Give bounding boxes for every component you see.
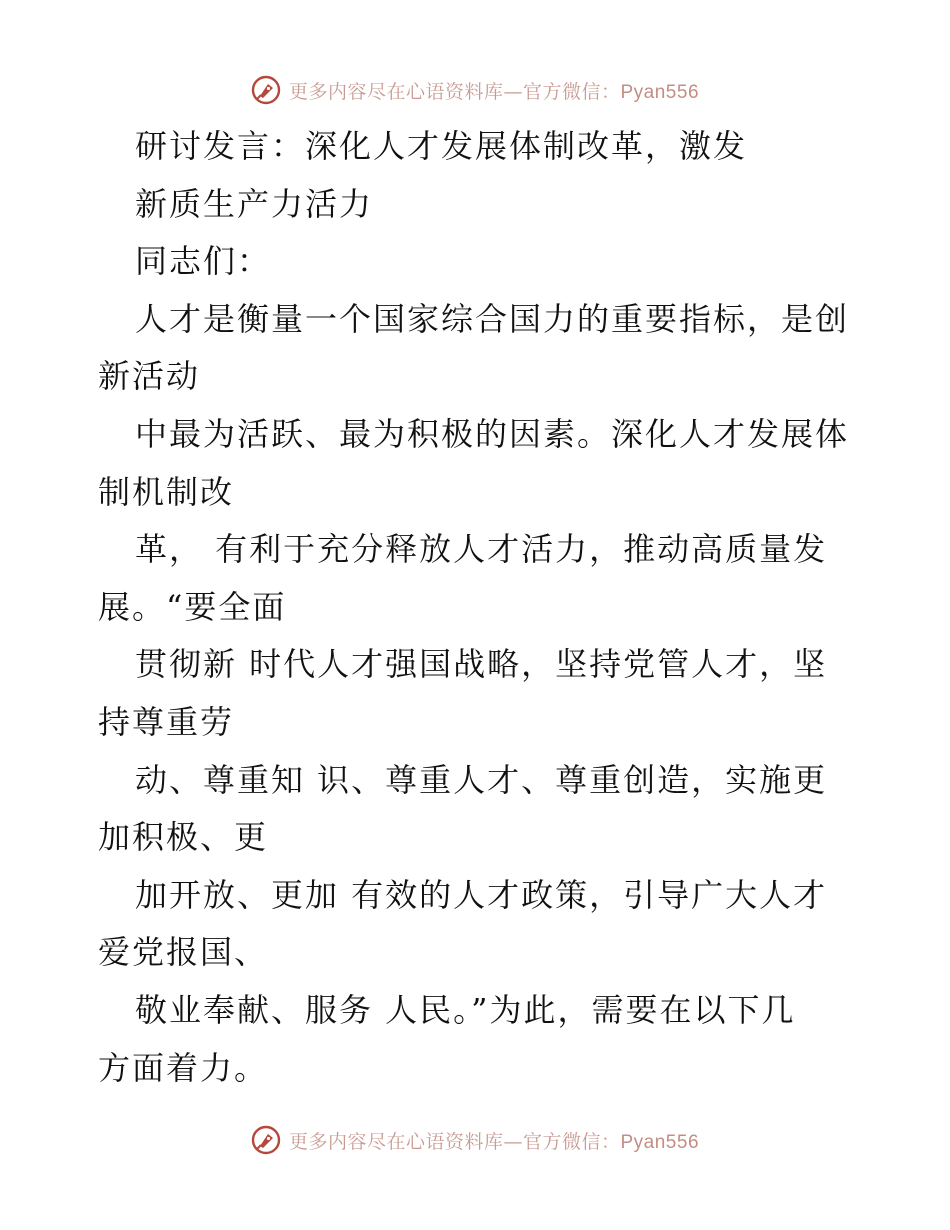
watermark-text — [289, 77, 699, 104]
text-line: 方面着力。 — [98, 1048, 269, 1087]
text-line: 敬业奉献、服务 人民。”为此，需要在以下几 — [135, 990, 796, 1029]
text-line: 新质生产力活力 — [135, 184, 374, 223]
text-line: 展。“要全面 — [98, 587, 287, 626]
text-line: 人才是衡量一个国家综合国力的重要指标，是创 — [135, 299, 850, 338]
watermark-label: 更多内容尽在心语资料库—官方微信： — [288, 80, 621, 103]
text-line: 革， 有利于充分释放人才活力，推动高质量发 — [135, 530, 828, 569]
text-line: 研讨发言：深化人才发展体制改革，激发 — [135, 127, 748, 165]
document-body — [98, 118, 858, 1097]
text-line: 贯彻新 时代人才强国战略，坚持党管人才，坚 — [135, 645, 828, 684]
watermark-label: 更多内容尽在心语资料库—官方微信： — [288, 1130, 621, 1153]
text-line: 爱党报国、 — [98, 933, 269, 972]
text-line: 中最为活跃、最为积极的因素。深化人才发展体 — [135, 414, 850, 453]
text-line: 新活动 — [98, 357, 201, 396]
text-line: 加积极、更 — [98, 818, 269, 857]
pen-nib-logo-icon — [251, 1125, 281, 1155]
pen-nib-logo-icon — [251, 75, 281, 105]
text-line: 加开放、更加 有效的人才政策，引导广大人才 — [135, 875, 828, 914]
text-line: 持尊重劳 — [98, 702, 235, 741]
watermark-group — [251, 1125, 699, 1155]
header-watermark — [0, 70, 950, 110]
watermark-group — [251, 75, 699, 105]
watermark-text — [289, 1127, 699, 1154]
text-line: 制机制改 — [98, 472, 235, 511]
watermark-wechat-id: Pyan556 — [620, 81, 700, 103]
footer-watermark — [0, 1120, 950, 1160]
text-line: 同志们： — [135, 242, 272, 281]
text-line: 动、尊重知 识、尊重人才、尊重创造，实施更 — [135, 760, 828, 799]
watermark-wechat-id: Pyan556 — [620, 1131, 700, 1153]
